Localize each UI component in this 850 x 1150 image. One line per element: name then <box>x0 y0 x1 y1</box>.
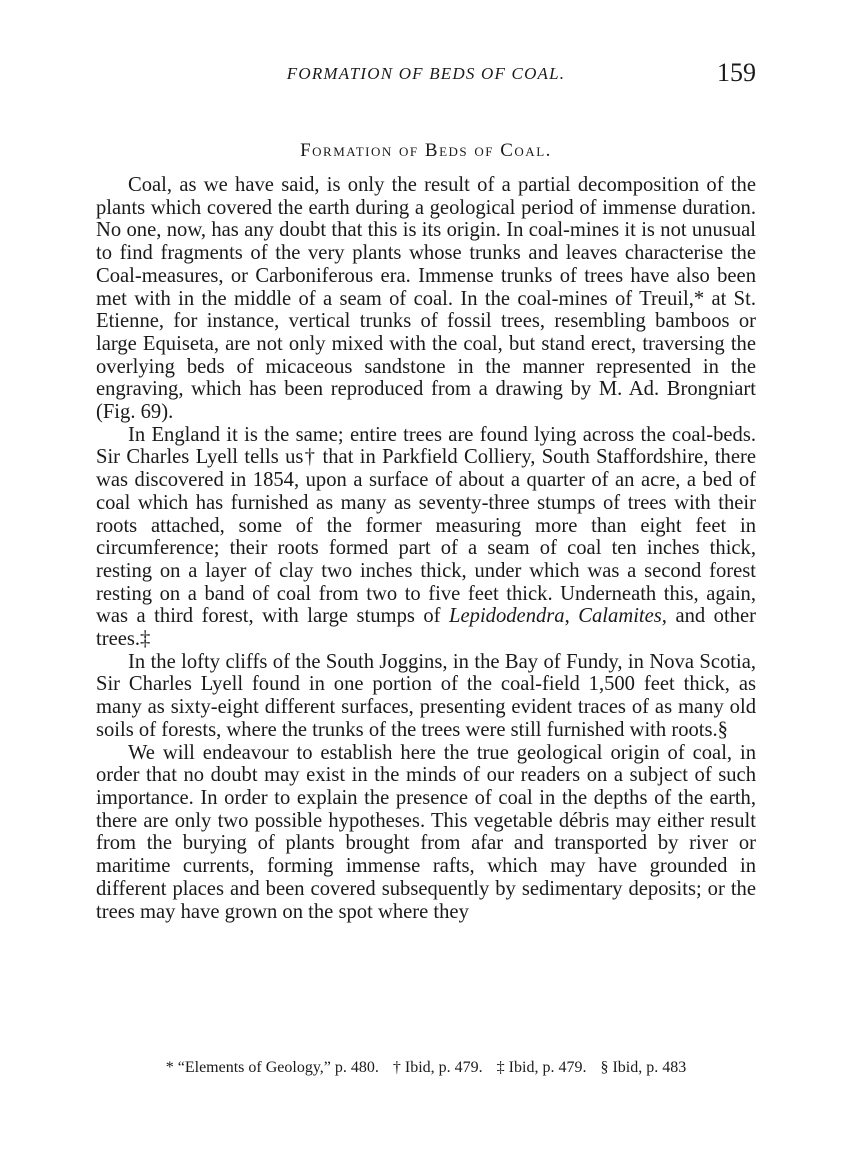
paragraph-text: , and other trees.‡ <box>96 605 757 651</box>
section-heading: Formation of Beds of Coal. <box>300 140 552 161</box>
paragraph: We will endeavour to establish here the true geological origin of coal, in order that no doubt may exist in the minds of our readers on a subject of such importance. In order to explain the presence of coal in the depths of the earth, there are only two possible hypotheses. This vegetable débris may either result from the burying of plants brought from afar and transported by river or maritime currents, forming immense rafts, which may have grounded in different places and been covered subsequently by sedimentary deposits; or the trees may have grown on the spot where they <box>96 741 756 923</box>
running-head <box>96 58 756 92</box>
footnote: * “Elements of Geology,” p. 480. <box>165 1059 379 1076</box>
paragraph: In the lofty cliffs of the South Joggins, in the Bay of Fundy, in Nova Scotia, Sir Charles Lyell found in one portion of the coal-field 1,500 feet thick, as many as sixty-eight different surfaces, presenting evident traces of as many old soils of forests, where the trunks of the trees were still furnished with roots.§ <box>96 650 756 741</box>
footnotes <box>96 1058 756 1078</box>
footnote: ‡ Ibid, p. 479. <box>496 1059 587 1076</box>
paragraph: Coal, as we have said, is only the result of a partial decomposition of the plants which covered the earth during a geological period of immense duration. No one, now, has any doubt that this is its origin. In coal-mines it is not unusual to find fragments of the very plants whose trunks and leaves characterise the Coal-measures, or Carboniferous era. Immense trunks of trees have also been met with in the middle of a seam of coal. In the coal-mines of Treuil,* at St. Etienne, for instance, vertical trunks of fossil trees, resembling bamboos or large Equiseta, are not only mixed with the coal, but stand erect, traversing the overlying beds of micaceous sandstone in the manner represented in the engraving, which has been reproduced from a drawing by M. Ad. Brongniart (Fig. 69). <box>96 174 756 424</box>
page-number: 159 <box>717 58 756 87</box>
italic-term: Lepidodendra <box>449 605 565 628</box>
italic-term: Calamites <box>578 605 662 628</box>
running-title: FORMATION OF BEDS OF COAL. <box>286 64 566 83</box>
paragraph <box>96 424 756 651</box>
paragraph-text: , <box>564 605 579 628</box>
footnote: † Ibid, p. 479. <box>392 1059 483 1076</box>
footnote: § Ibid, p. 483 <box>600 1059 687 1076</box>
body-text <box>96 174 756 923</box>
paragraph-text: In England it is the same; entire trees are found lying across the coal-beds. Sir Charles Lyell tells us† that in Parkfield Colliery, South Staffordshire, there was discovered in 1854, upon a surface of about a quarter of an acre, a bed of coal which has furnished as many as seventy-three stumps of trees with their roots attached, some of the former measuring more than eight feet in circumference; their roots formed part of a seam of coal ten inches thick, resting on a layer of clay two inches thick, under which was a second forest resting on a band of coal from two to five feet thick. Underneath this, again, was a third forest, with large stumps of <box>96 423 756 628</box>
